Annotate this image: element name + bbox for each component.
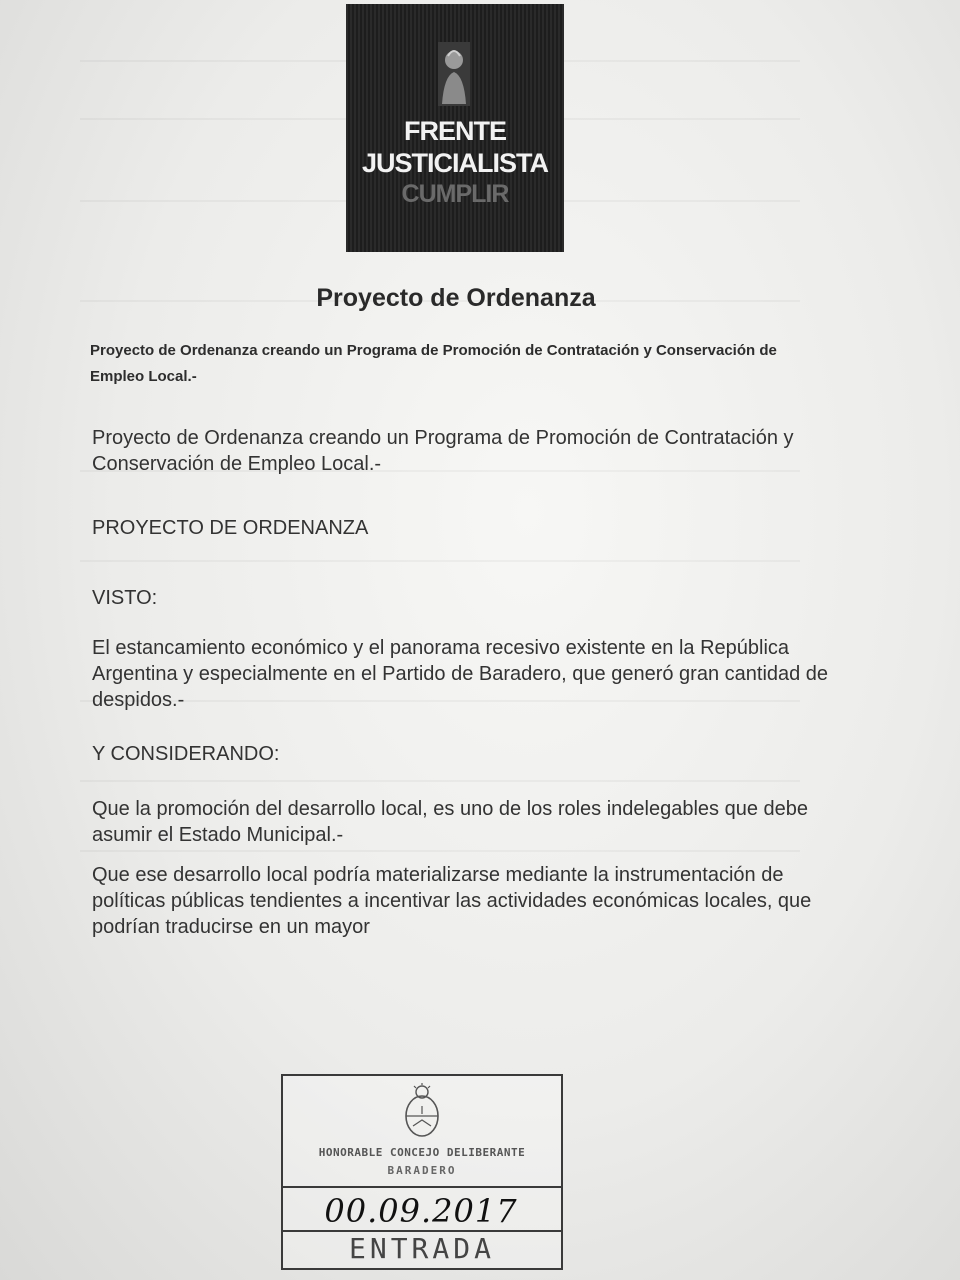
document-subtitle: Proyecto de Ordenanza creando un Programa de Promoción de Contratación y Conservación de Empleo Local.-: [90, 342, 777, 385]
visto-heading: VISTO:: [92, 587, 158, 609]
intro-paragraph: Proyecto de Ordenanza creando un Programa de Promoción de Contratación y Conservación de Empleo Local.-: [92, 427, 794, 475]
visto-paragraph: El estancamiento económico y el panorama recesivo existente en la República Argentina y especialmente en el Partido de Baradero, que generó gran cantidad de despidos.-: [92, 637, 829, 711]
stamp-divider: [283, 1186, 561, 1188]
reception-stamp: [281, 1074, 563, 1270]
project-heading: PROYECTO DE ORDENANZA: [92, 517, 369, 539]
bleed-through-line: [80, 780, 800, 782]
logo-line-1: FRENTE: [404, 116, 506, 146]
stamp-organization: HONORABLE CONCEJO DELIBERANTE: [318, 1146, 526, 1159]
logo-line-3: CUMPLIR: [401, 180, 509, 208]
stamp-city: BARADERO: [387, 1164, 457, 1177]
document-title: Proyecto de Ordenanza: [316, 284, 596, 312]
bleed-through-line: [80, 560, 800, 562]
party-logo: [346, 4, 564, 252]
stamp-date: 00.09.2017: [324, 1192, 518, 1230]
bleed-through-line: [80, 850, 800, 852]
coat-of-arms-icon: [401, 1082, 443, 1140]
considerando-paragraph-1: Que la promoción del desarrollo local, es uno de los roles indelegables que debe asumir el Estado Municipal.-: [92, 798, 809, 846]
considerando-heading: Y CONSIDERANDO:: [92, 743, 280, 765]
stamp-status: ENTRADA: [348, 1232, 495, 1265]
logo-line-2: JUSTICIALISTA: [361, 148, 548, 178]
figure-portrait-icon: [438, 42, 470, 106]
considerando-paragraph-2: Que ese desarrollo local podría materializarse mediante la instrumentación de políticas públicas tendientes a incentivar las actividades económicas locales, que podrían traducirse en un mayor: [92, 864, 812, 938]
